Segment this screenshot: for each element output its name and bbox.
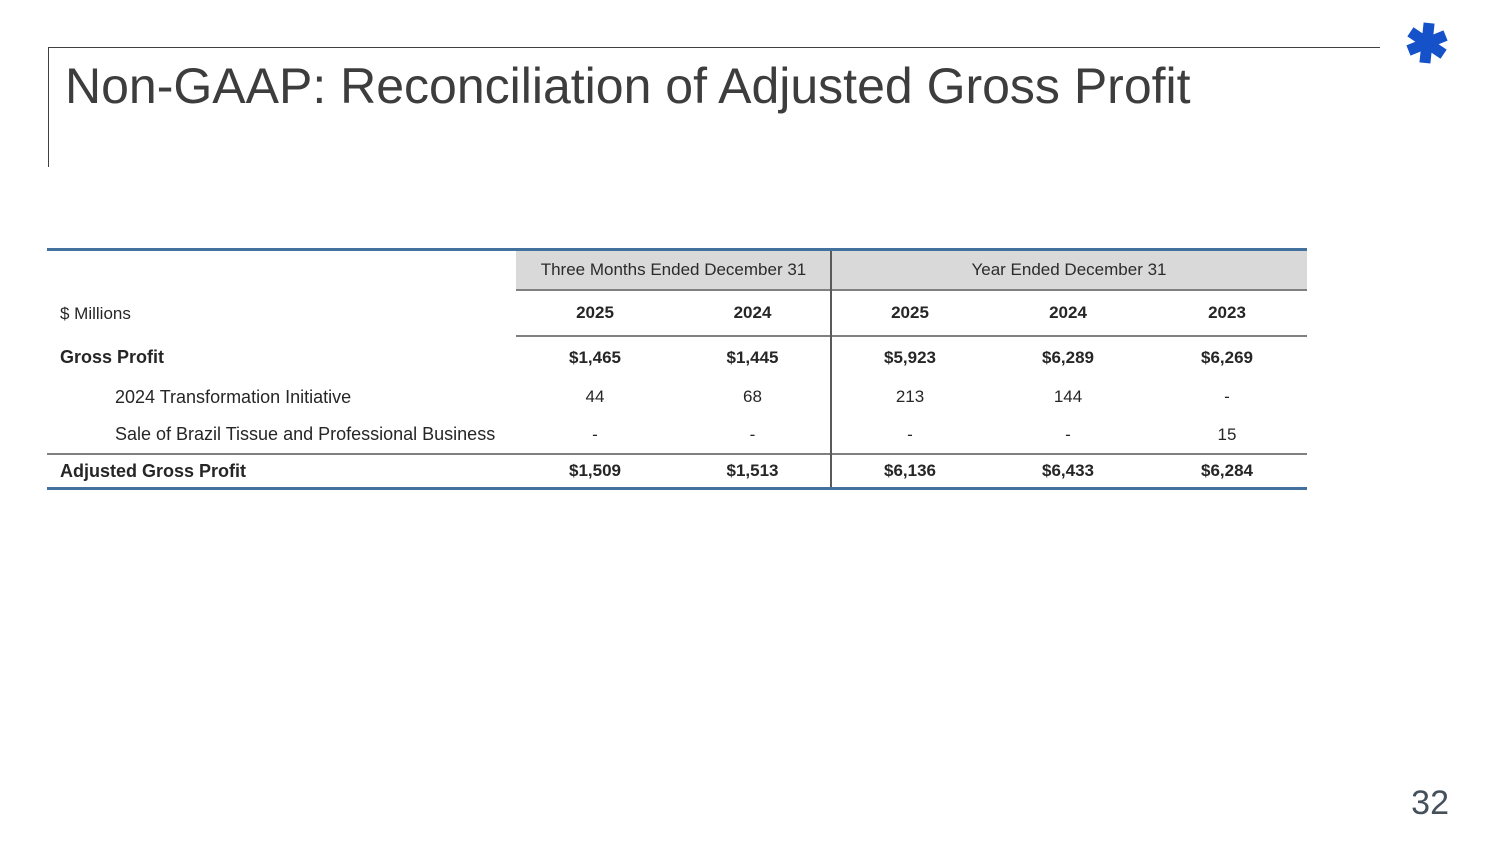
cell-value: 15 [1217,424,1237,444]
cell-value: $6,289 [1042,347,1094,367]
row-label-gross-profit: Gross Profit [60,347,165,367]
row-label-transformation-initiative: 2024 Transformation Initiative [115,386,352,407]
cell-value: 68 [743,387,762,406]
company-logo [1403,20,1451,66]
cell-value: $6,136 [831,453,989,487]
table-corner-cell [47,251,516,291]
year-header-3mo-2025: 2025 [516,291,674,337]
cell-value: - [592,424,598,444]
cell-value: $1,465 [569,347,621,367]
title-block [48,47,1380,167]
cell-value: $1,509 [516,453,674,487]
cell-value: $5,923 [884,347,936,367]
cell-value: - [907,424,913,444]
cell-value: 213 [895,387,925,406]
page-number: 32 [1411,784,1449,822]
cell-value: - [1065,424,1071,444]
cell-value: 44 [585,387,605,406]
group-header-year-ended: Year Ended December 31 [831,251,1307,291]
cell-value: - [749,424,756,444]
cell-value: $1,445 [726,347,779,367]
cell-value: - [1224,387,1230,406]
year-header-3mo-2024: 2024 [674,291,831,337]
asterisk-icon [1403,20,1451,66]
cell-value: $6,433 [989,453,1147,487]
year-header-fy-2024: 2024 [989,291,1147,337]
year-header-fy-2023: 2023 [1147,291,1307,337]
row-label-adjusted-gross-profit: Adjusted Gross Profit [47,453,516,487]
unit-label: $ Millions [60,304,131,323]
year-header-fy-2025: 2025 [831,291,989,337]
page-title: Non-GAAP: Reconciliation of Adjusted Gross Profit [65,58,1191,114]
cell-value: 144 [1053,387,1083,406]
cell-value: $6,269 [1201,347,1253,367]
cell-value: $1,513 [674,453,831,487]
group-divider-line [830,251,832,487]
group-header-three-months: Three Months Ended December 31 [516,251,831,291]
financial-table [47,248,1307,490]
row-label-sale-of-brazil: Sale of Brazil Tissue and Professional Business [115,424,496,444]
cell-value: $6,284 [1147,453,1307,487]
